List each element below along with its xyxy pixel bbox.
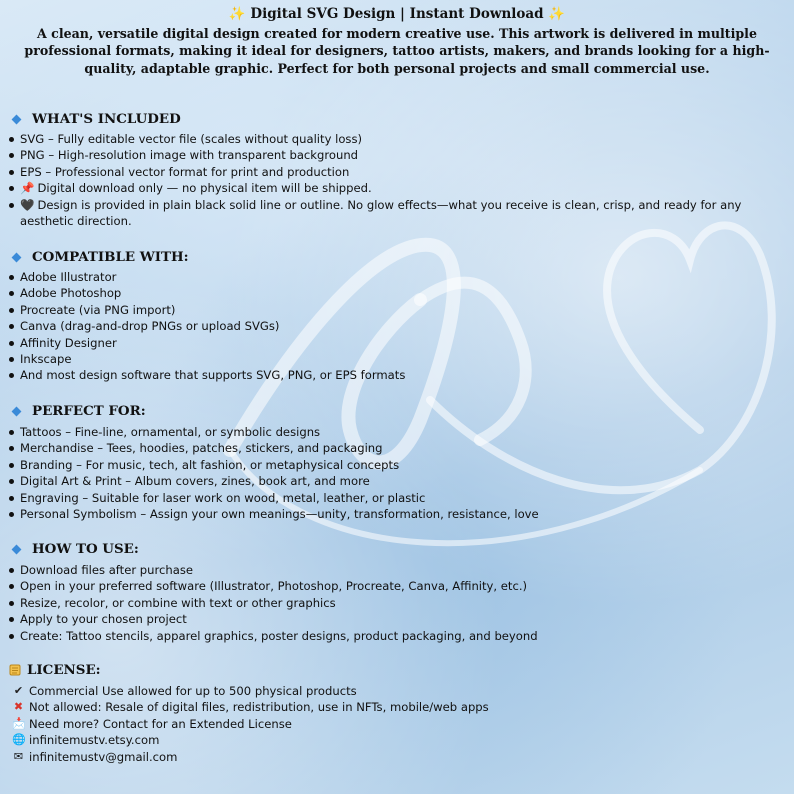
perfect-list [8,424,788,522]
section-heading-compatible [10,247,189,267]
black-heart-icon: 🖤 [20,197,35,212]
list-item: 🖤 Design is provided in plain black solid line or outline. No glow effects—what you receive is clean, crisp, and ready for any aesthetic direction. [8,197,788,230]
list-item: Digital Art & Print – Album covers, zines, book art, and more [8,473,788,489]
envelope-icon: ✉ [13,749,24,763]
list-item: PNG – High-resolution image with transparent background [8,147,788,163]
section-heading-license [8,660,101,680]
list-item: Download files after purchase [8,562,788,578]
section-heading-perfect [10,401,146,421]
section-heading-howto [10,539,139,559]
heading-text: WHAT'S INCLUDED [32,111,181,127]
check-icon: ✔ [13,684,24,697]
shop-link[interactable]: infinitemustv.etsy.com [29,733,160,748]
list-item: EPS – Professional vector format for print and production [8,164,788,180]
list-item: Procreate (via PNG import) [8,302,788,318]
list-item: And most design software that supports SVG, PNG, or EPS formats [8,367,788,383]
list-item: 📩 Need more? Contact for an Extended License [12,716,292,731]
header [0,4,794,77]
globe-icon: 🌐 [12,733,26,747]
howto-list [8,562,788,644]
heading-text: PERFECT FOR: [32,403,146,419]
license-list [12,683,489,765]
list-item: Adobe Photoshop [8,285,788,301]
page-title [0,4,794,25]
heading-text: COMPATIBLE WITH: [32,249,189,265]
blue-diamond-icon [12,544,22,554]
email-link[interactable]: infinitemustv@gmail.com [29,749,178,764]
list-item: Engraving – Suitable for laser work on wood, metal, leather, or plastic [8,490,788,506]
list-item[interactable] [12,749,489,765]
list-item: 📌 Digital download only — no physical item will be shipped. [8,180,788,196]
list-item: Branding – For music, tech, alt fashion, or metaphysical concepts [8,457,788,473]
list-item: SVG – Fully editable vector file (scales without quality loss) [8,131,788,147]
blue-diamond-icon [12,114,22,124]
list-item: Personal Symbolism – Assign your own meanings—unity, transformation, resistance, love [8,506,788,522]
list-item: Adobe Illustrator [8,269,788,285]
section-heading-included [10,109,181,129]
title-text: Digital SVG Design | Instant Download [250,6,544,22]
scroll-icon [8,663,22,677]
blue-diamond-icon [12,406,22,416]
list-item[interactable] [12,732,489,748]
included-list [8,131,788,229]
list-item: Canva (drag-and-drop PNGs or upload SVGs) [8,318,788,334]
list-item: Create: Tattoo stencils, apparel graphics, poster designs, product packaging, and beyond [8,628,788,644]
list-item: Apply to your chosen project [8,611,788,627]
sparkle-icon: ✨ [548,6,566,22]
compatible-list [8,269,788,384]
heading-text: HOW TO USE: [32,541,139,557]
heading-text: LICENSE: [27,662,101,678]
list-item: Tattoos – Fine-line, ornamental, or symbolic designs [8,424,788,440]
list-item: Open in your preferred software (Illustrator, Photoshop, Procreate, Canva, Affinity, etc.) [8,578,788,594]
cross-icon: ✖ [13,700,24,714]
description: A clean, versatile digital design created for modern creative use. This artwork is delivered in multiple professional formats, making it ideal for designers, tattoo artists, makers, and brands looking for a high-quality, adaptable graphic. Perfect for both personal projects and small commercial use. [24,26,770,76]
list-item: Inkscape [8,351,788,367]
blue-diamond-icon [12,252,22,262]
list-item: Resize, recolor, or combine with text or other graphics [8,595,788,611]
list-item: Merchandise – Tees, hoodies, patches, stickers, and packaging [8,440,788,456]
envelope-arrow-icon: 📩 [12,716,26,730]
sparkle-icon: ✨ [228,6,246,22]
list-item: ✖ Not allowed: Resale of digital files, redistribution, use in NFTs, mobile/web apps [13,700,489,715]
list-item: Affinity Designer [8,335,788,351]
list-item: ✔ Commercial Use allowed for up to 500 physical products [13,684,357,698]
pushpin-icon: 📌 [20,181,35,196]
